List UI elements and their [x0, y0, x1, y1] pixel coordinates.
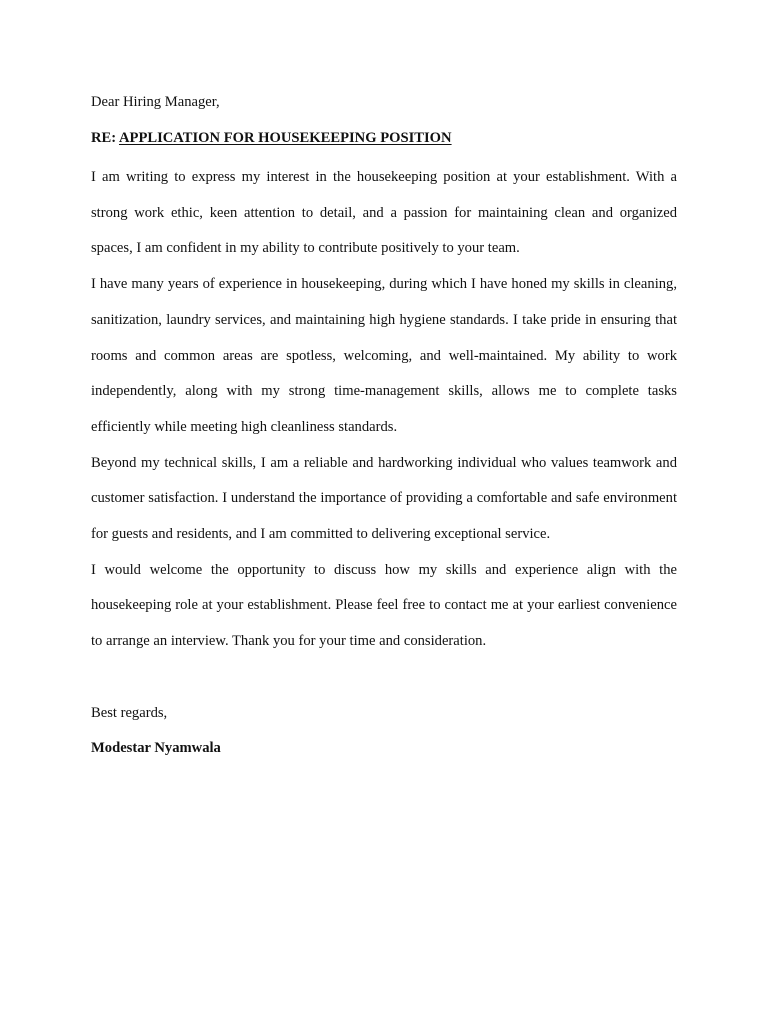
body-paragraph-4: I would welcome the opportunity to discuss how my skills and experience align with the housekeeping role at your establishment. Please feel free to contact me at your earliest convenience to arrange an interview. Thank you for your time and consideration. — [91, 561, 677, 650]
subject-prefix: RE: — [91, 129, 117, 146]
salutation: Dear Hiring Manager, — [91, 94, 220, 110]
body-paragraph-1: I am writing to express my interest in the housekeeping position at your establishment. With a strong work ethic, keen attention to detail, and a passion for maintaining clean and organized spaces, I am confident in my ability to contribute positively to your team. — [91, 169, 677, 257]
closing: Best regards, — [91, 704, 168, 721]
spacer — [91, 660, 677, 696]
letter-page — [91, 89, 677, 767]
body-paragraph-2: I have many years of experience in housekeeping, during which I have honed my skills in cleaning, sanitization, laundry services, and maintaining high hygiene standards. I take pride in ensuring that rooms and common areas are spotless, welcoming, and well-maintained. My ability to work independently, along with my strong time-management skills, allows me to complete tasks efficiently while meeting high cleanliness standards. — [91, 276, 677, 435]
body-paragraph-3: Beyond my technical skills, I am a reliable and hardworking individual who values teamwork and customer satisfaction. I understand the importance of providing a comfortable and safe environment for guests and residents, and I am committed to delivering exceptional service. — [91, 454, 677, 543]
signature-name: Modestar Nyamwala — [91, 740, 221, 757]
subject-line — [91, 125, 677, 151]
subject-title: APPLICATION FOR HOUSEKEEPING POSITION — [118, 129, 452, 146]
